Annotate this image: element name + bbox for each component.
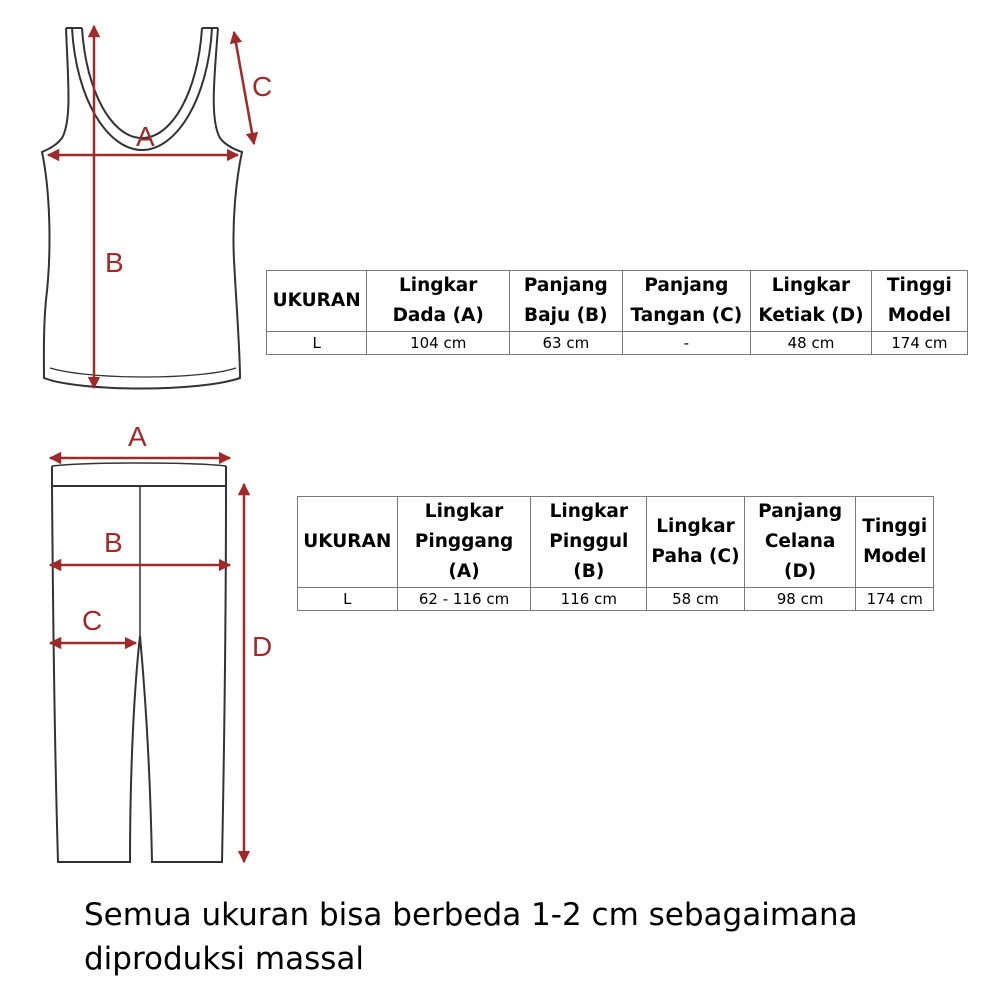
bottom-header-ukuran: UKURAN xyxy=(298,497,398,588)
top-cell-lingkar-dada: 104 cm xyxy=(367,332,510,355)
pants-label-b: B xyxy=(104,527,123,558)
pants-measure-arrows xyxy=(50,458,244,862)
top-cell-panjang-baju: 63 cm xyxy=(510,332,622,355)
top-header-tinggi-model: Tinggi Model xyxy=(871,271,967,332)
table-row xyxy=(267,332,968,355)
top-table-header-row xyxy=(267,271,968,332)
top-header-panjang-tangan: Panjang Tangan (C) xyxy=(622,271,751,332)
bottom-cell-tinggi-model: 174 cm xyxy=(856,588,934,611)
tank-top-label-a: A xyxy=(136,121,155,152)
top-size-table xyxy=(266,270,968,355)
bottom-header-lingkar-paha: Lingkar Paha (C) xyxy=(647,497,745,588)
pants-label-a: A xyxy=(128,421,147,452)
top-cell-ukuran: L xyxy=(267,332,367,355)
table-row xyxy=(298,588,934,611)
bottom-header-lingkar-pinggang: Lingkar Pinggang (A) xyxy=(397,497,531,588)
bottom-header-lingkar-pinggul: Lingkar Pinggul (B) xyxy=(531,497,647,588)
bottom-cell-lingkar-pinggang: 62 - 116 cm xyxy=(397,588,531,611)
top-header-ukuran: UKURAN xyxy=(267,271,367,332)
bottom-size-table xyxy=(297,496,934,611)
bottom-header-panjang-celana: Panjang Celana (D) xyxy=(744,497,856,588)
pants-outline xyxy=(52,463,226,862)
top-header-panjang-baju: Panjang Baju (B) xyxy=(510,271,622,332)
bottom-header-tinggi-model: Tinggi Model xyxy=(856,497,934,588)
pants-label-c: C xyxy=(82,605,103,636)
bottom-cell-lingkar-paha: 58 cm xyxy=(647,588,745,611)
bottom-cell-panjang-celana: 98 cm xyxy=(744,588,856,611)
tank-top-outline xyxy=(42,28,242,389)
tank-top-label-b: B xyxy=(105,247,124,278)
size-disclaimer-note: Semua ukuran bisa berbeda 1-2 cm sebagaimana diproduksi massal xyxy=(84,897,858,977)
bottom-table-header-row xyxy=(298,497,934,588)
top-cell-lingkar-ketiak: 48 cm xyxy=(751,332,872,355)
bottom-cell-ukuran: L xyxy=(298,588,398,611)
tank-top-measure-arrows xyxy=(48,26,254,388)
top-cell-tinggi-model: 174 cm xyxy=(871,332,967,355)
bottom-cell-lingkar-pinggul: 116 cm xyxy=(531,588,647,611)
top-header-lingkar-dada: Lingkar Dada (A) xyxy=(367,271,510,332)
top-cell-panjang-tangan: - xyxy=(622,332,751,355)
pants-label-d: D xyxy=(252,631,273,662)
top-header-lingkar-ketiak: Lingkar Ketiak (D) xyxy=(751,271,872,332)
tank-top-label-c: C xyxy=(252,71,273,102)
